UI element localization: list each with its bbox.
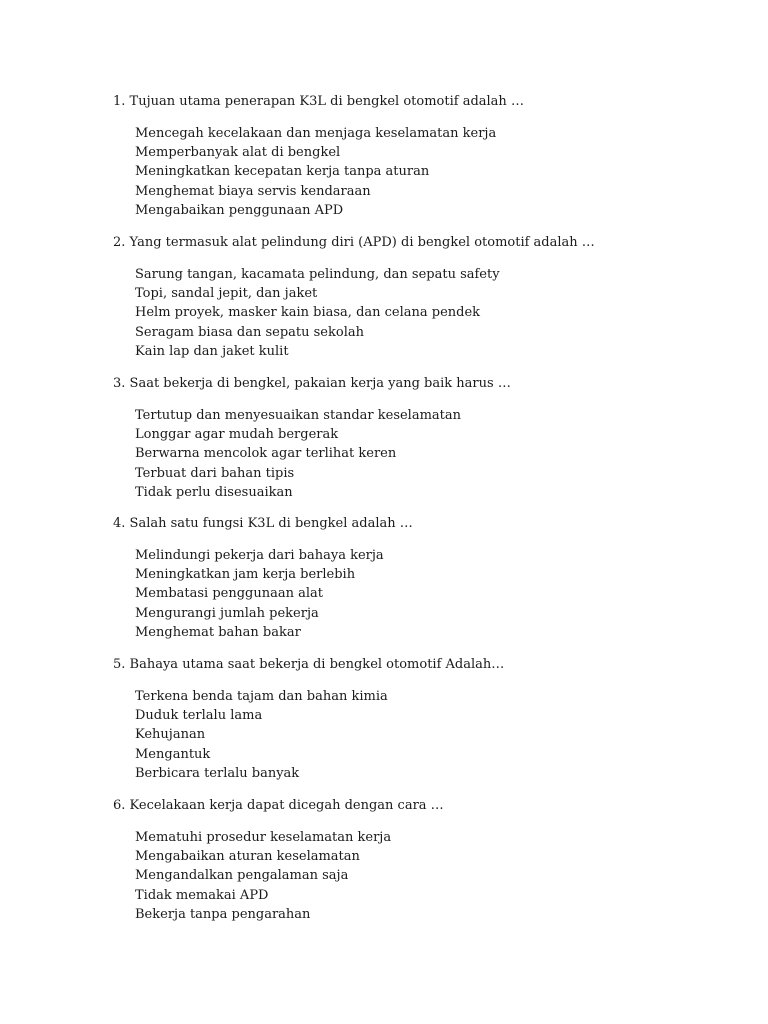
option-item: Mengantuk — [135, 746, 211, 762]
option-item: Memperbanyak alat di bengkel — [135, 145, 341, 161]
question-text: 6. Kecelakaan kerja dapat dicegah dengan cara … — [113, 798, 444, 813]
option-item: Topi, sandal jepit, dan jaket — [135, 286, 318, 302]
option-item: Tertutup dan menyesuaikan standar keselamatan — [135, 408, 462, 423]
question-text: 2. Yang termasuk alat pelindung diri (APD) di bengkel otomotif adalah … — [113, 235, 595, 250]
question-6 — [113, 797, 733, 924]
option-item: Mencegah kecelakaan dan menjaga keselamatan kerja — [135, 126, 497, 141]
question-text: 3. Saat bekerja di bengkel, pakaian kerja yang baik harus … — [113, 376, 511, 391]
option-item: Tidak memakai APD — [135, 887, 269, 903]
option-item: Berbicara terlalu banyak — [135, 765, 300, 781]
option-item: Terkena benda tajam dan bahan kimia — [135, 689, 388, 704]
question-text: 1. Tujuan utama penerapan K3L di bengkel otomotif adalah … — [113, 94, 524, 109]
option-item: Sarung tangan, kacamata pelindung, dan sepatu safety — [135, 267, 500, 282]
question-4 — [113, 515, 733, 642]
option-item: Menghemat bahan bakar — [135, 624, 301, 640]
option-item: Melindungi pekerja dari bahaya kerja — [135, 548, 384, 563]
question-3 — [113, 375, 733, 502]
option-item: Menghemat biaya servis kendaraan — [135, 183, 371, 199]
option-item: Mengabaikan aturan keselamatan — [135, 849, 360, 865]
option-item: Helm proyek, masker kain biasa, dan celana pendek — [135, 305, 481, 321]
question-text: 5. Bahaya utama saat bekerja di bengkel otomotif Adalah… — [113, 657, 505, 672]
option-item: Seragam biasa dan sepatu sekolah — [135, 324, 364, 340]
option-list — [135, 546, 733, 642]
option-list — [135, 828, 733, 924]
option-item: Meningkatkan kecepatan kerja tanpa aturan — [135, 164, 430, 180]
option-item: Mengandalkan pengalaman saja — [135, 868, 349, 884]
option-item: Membatasi penggunaan alat — [135, 586, 324, 602]
option-item: Duduk terlalu lama — [135, 708, 263, 724]
option-item: Mematuhi prosedur keselamatan kerja — [135, 830, 392, 845]
option-item: Bekerja tanpa pengarahan — [135, 906, 311, 922]
question-1 — [113, 93, 733, 220]
option-item: Kehujanan — [135, 727, 206, 743]
question-2 — [113, 234, 733, 361]
option-item: Terbuat dari bahan tipis — [135, 465, 295, 481]
option-item: Mengurangi jumlah pekerja — [135, 605, 319, 621]
option-item: Kain lap dan jaket kulit — [135, 343, 289, 359]
question-5 — [113, 656, 733, 783]
option-item: Berwarna mencolok agar terlihat keren — [135, 446, 397, 462]
question-text: 4. Salah satu fungsi K3L di bengkel adalah … — [113, 516, 413, 531]
option-list — [135, 687, 733, 783]
option-list — [135, 265, 733, 361]
option-list — [135, 406, 733, 502]
option-list — [135, 124, 733, 220]
option-item: Meningkatkan jam kerja berlebih — [135, 567, 356, 583]
option-item: Tidak perlu disesuaikan — [135, 484, 293, 500]
option-item: Longgar agar mudah bergerak — [135, 427, 339, 443]
option-item: Mengabaikan penggunaan APD — [135, 202, 344, 218]
